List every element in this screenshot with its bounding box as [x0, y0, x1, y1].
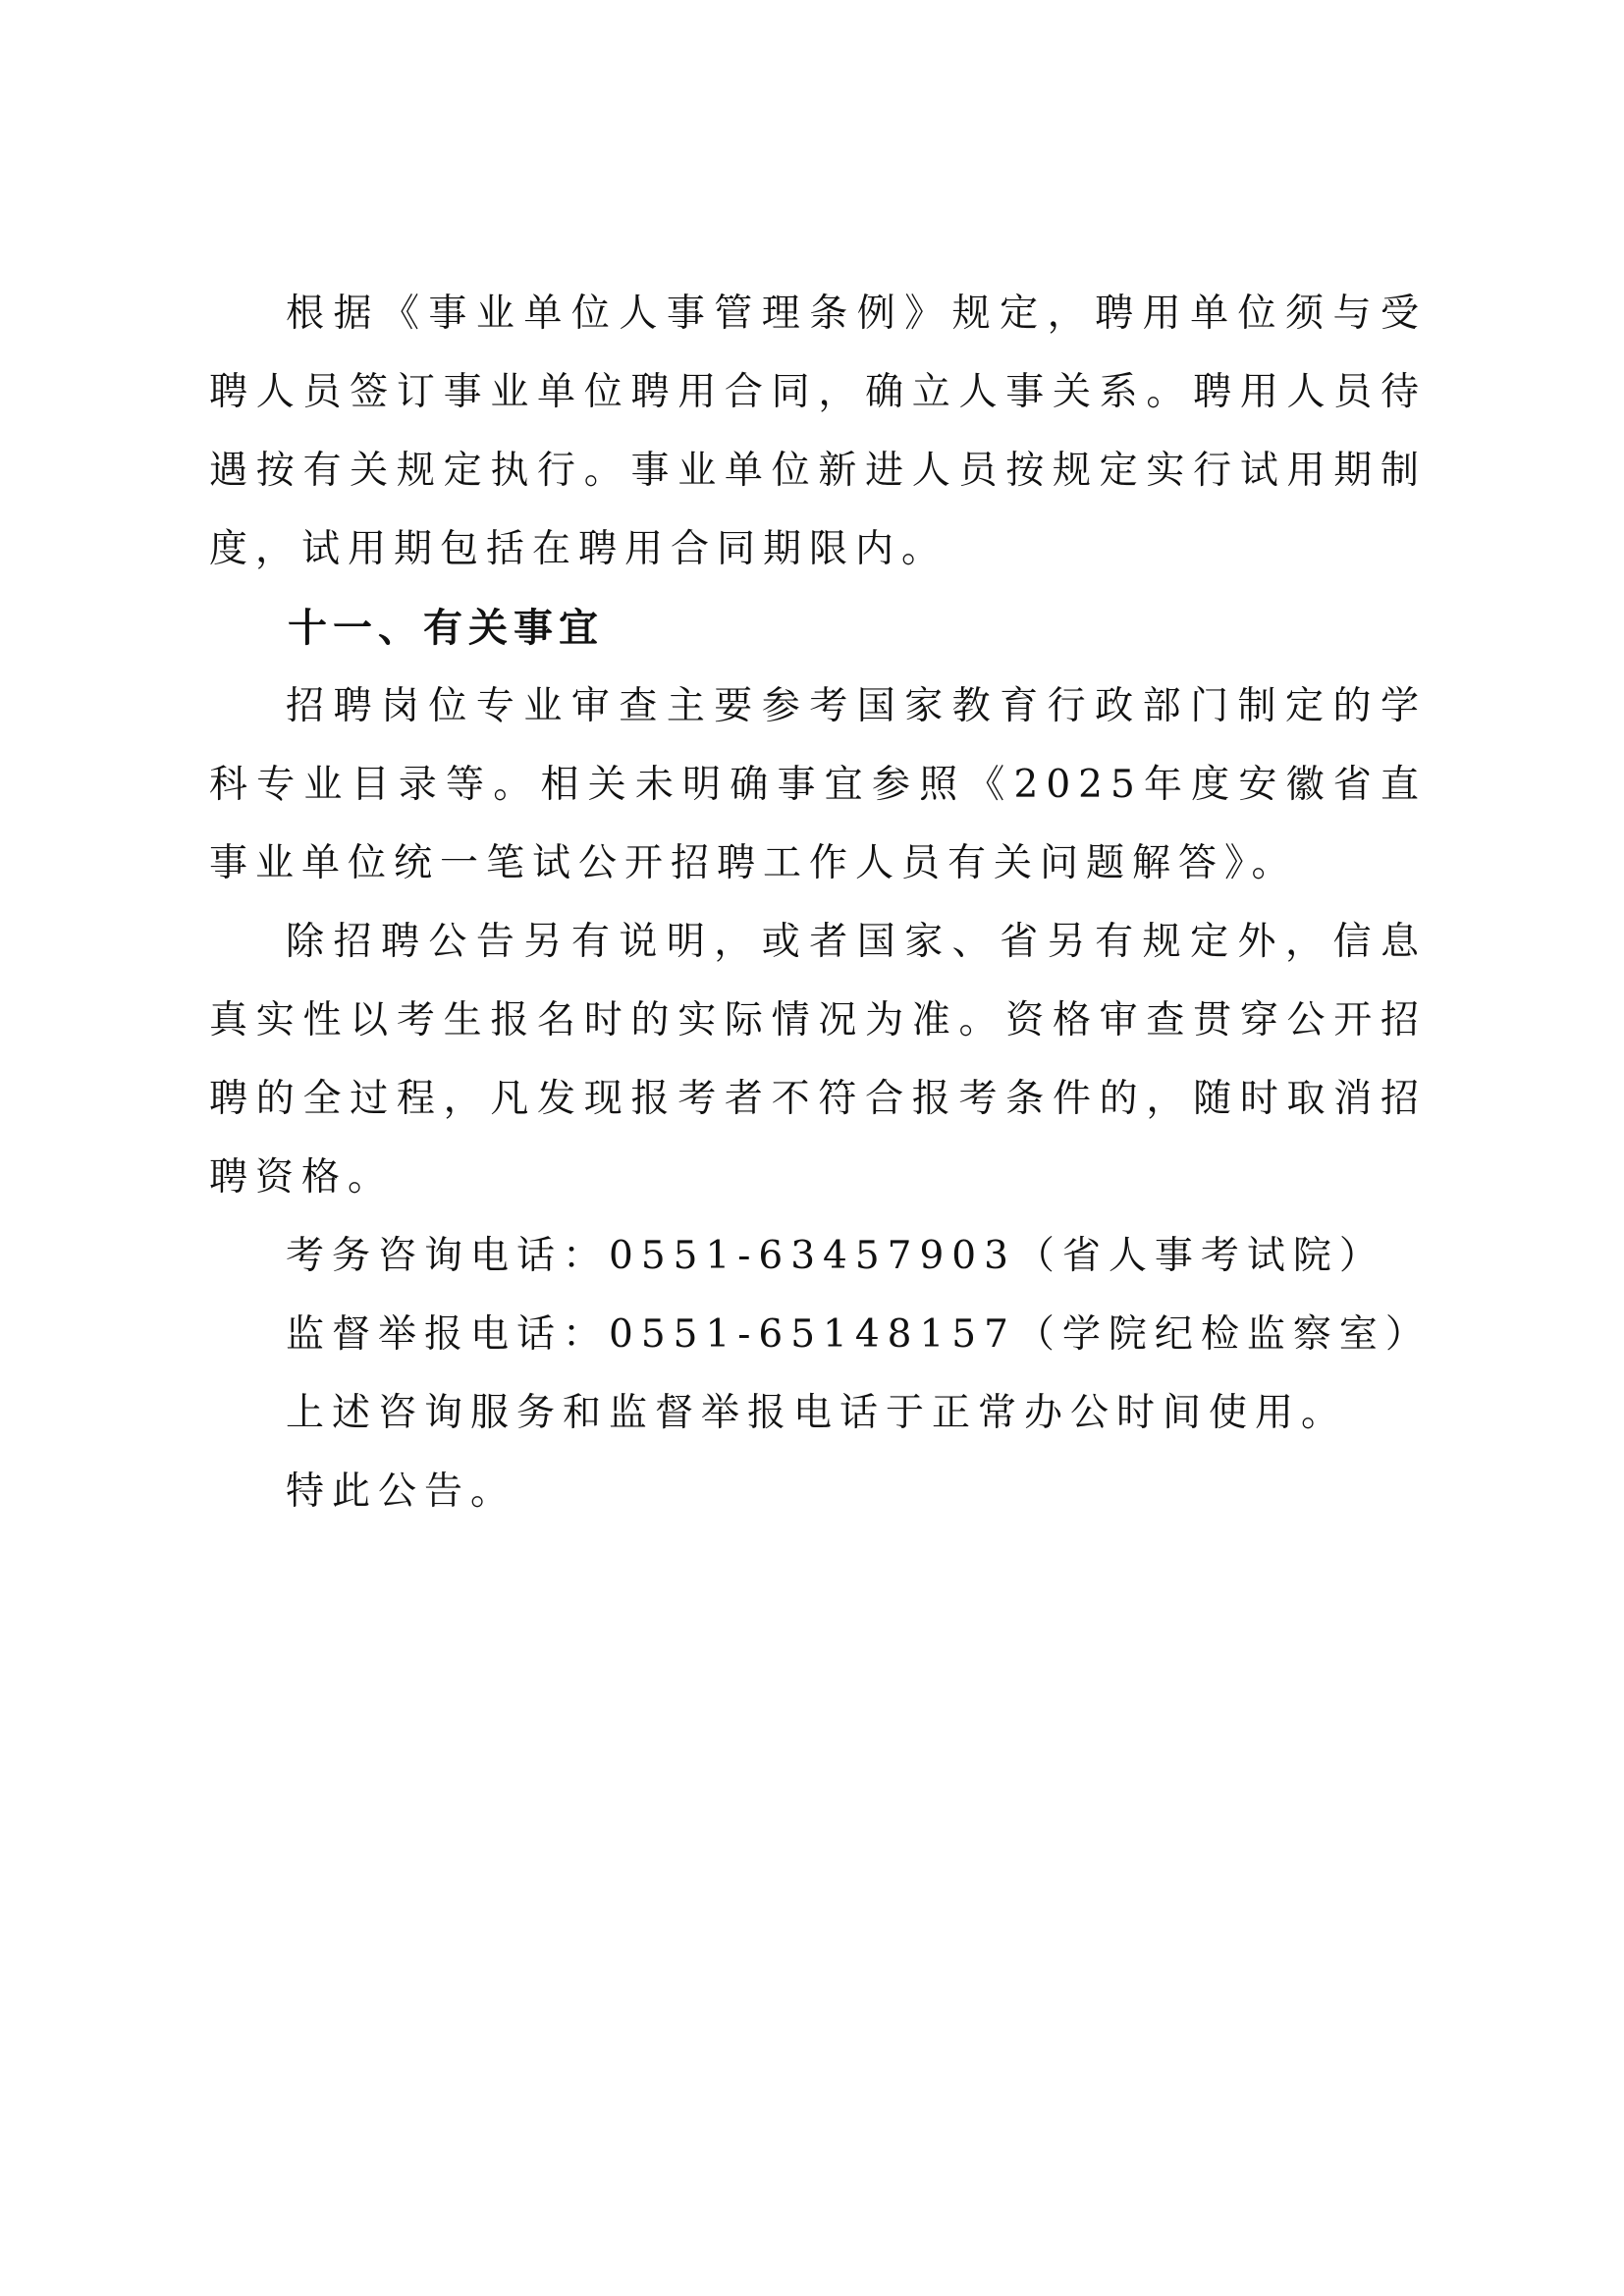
- paragraph-employment-contract: 根据《事业单位人事管理条例》规定，聘用单位须与受聘人员签订事业单位聘用合同，确立人事关系。聘用人员待遇按有关规定执行。事业单位新进人员按规定实行试用期制度，试用期包括在聘用合同期限内。: [209, 292, 1427, 571]
- consult-phone-line: 考务咨询电话：0551-63457903（省人事考试院）: [286, 1234, 1385, 1278]
- paragraph-qualification-review: 除招聘公告另有说明，或者国家、省另有规定外，信息真实性以考生报名时的实际情况为准。资格审查贯穿公开招聘的全过程，凡发现报考者不符合报考条件的，随时取消招聘资格。: [209, 920, 1427, 1200]
- section-heading-related-matters: 十一、有关事宜: [288, 606, 604, 651]
- closing-line: 特此公告。: [286, 1469, 517, 1514]
- paragraph-major-review: 招聘岗位专业审查主要参考国家教育行政部门制定的学科专业目录等。相关未明确事宜参照《2025年度安徽省直事业单位统一笔试公开招聘工作人员有关问题解答》。: [209, 684, 1427, 885]
- usage-note-line: 上述咨询服务和监督举报电话于正常办公时间使用。: [286, 1391, 1348, 1435]
- document-body: [209, 275, 1432, 1531]
- supervision-phone-line: 监督举报电话：0551-65148157（学院纪检监察室）: [286, 1312, 1432, 1357]
